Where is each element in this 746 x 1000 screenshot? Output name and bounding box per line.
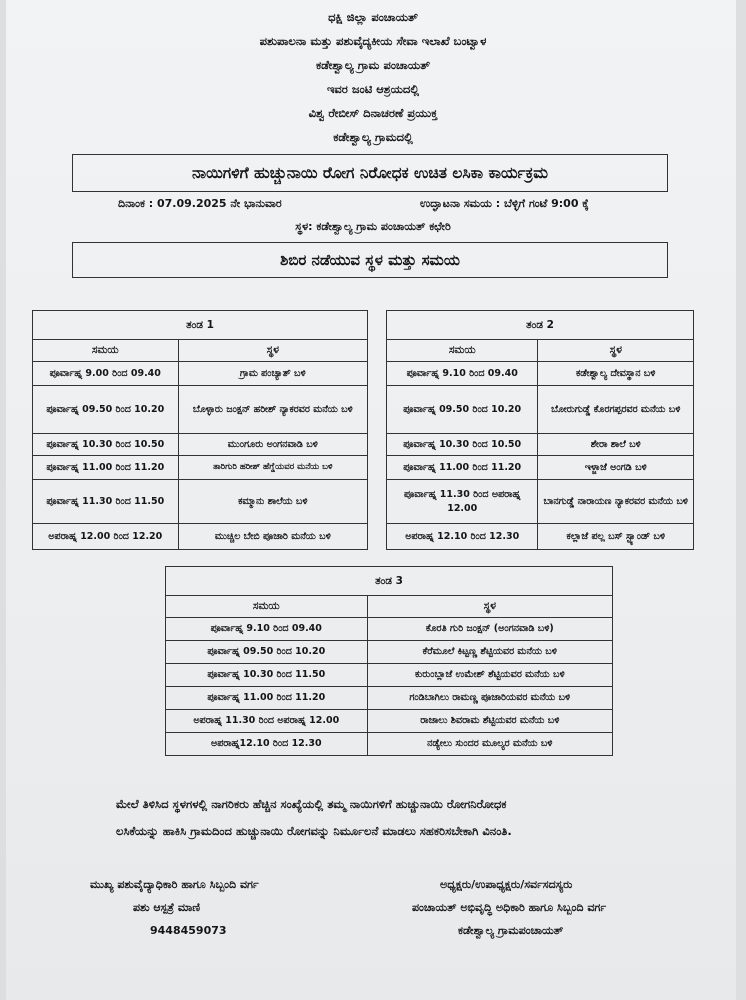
table-row (166, 733, 613, 756)
row-place: ತಾರಿಗುರಿ ಹರೀಶ್ ಹೆಗ್ಡೆಯವರ ಮನೆಯ ಬಳಿ (178, 456, 367, 480)
row-place: ಗಂಡಿಬಾಗಿಲು ರಾಮಣ್ಣ ಪೂಜಾರಿಯವರ ಮನೆಯ ಬಳಿ (367, 687, 612, 710)
team1-col-time: ಸಮಯ (33, 340, 179, 362)
header-panchayat: ಕಡೇಶ್ವಾಲ್ಯ ಗ್ರಾಮ ಪಂಚಾಯತ್ (316, 58, 430, 72)
row-time: ಪೂರ್ವಾಹ್ನ 11.30 ರಿಂದ ಅಪರಾಹ್ನ 12.00 (387, 480, 538, 524)
row-place: ಬೊಳ್ಳಾರು ಜಂಕ್ಷನ್ ಹರೀಶ್ ನ್ಯಾಕರವರ ಮನೆಯ ಬಳಿ (178, 386, 367, 434)
footer-left-phone: 9448459073 (150, 924, 227, 937)
row-place: ಕೆರೆಮೂಲೆ ಕಿಟ್ಟಣ್ಣ ಶೆಟ್ಟಿಯವರ ಮನೆಯ ಬಳಿ (367, 641, 612, 664)
footer-left-officer: ಮುಖ್ಯ ಪಶುವೈದ್ಯಾಧಿಕಾರಿ ಹಾಗೂ ಸಿಬ್ಬಂದಿ ವರ್ಗ (90, 878, 259, 891)
row-time: ಪೂರ್ವಾಹ್ನ 9.10 ರಿಂದ 09.40 (387, 362, 538, 386)
row-time: ಪೂರ್ವಾಹ್ನ 9.00 ರಿಂದ 09.40 (33, 362, 179, 386)
main-title-box (72, 154, 668, 192)
event-venue: ಸ್ಥಳ: ಕಡೇಶ್ವಾಲ್ಯ ಗ್ರಾಮ ಪಂಚಾಯತ್ ಕಛೇರಿ (295, 220, 451, 233)
table-row (33, 386, 368, 434)
table-row (33, 480, 368, 524)
row-place: ಮುಂಗೂರು ಅಂಗನವಾಡಿ ಬಳಿ (178, 434, 367, 456)
table-row (166, 710, 613, 733)
table-row (166, 641, 613, 664)
row-time: ಅಪರಾಹ್ನ 11.30 ರಿಂದ ಅಪರಾಹ್ನ 12.00 (166, 710, 368, 733)
team2-col-time: ಸಮಯ (387, 340, 538, 362)
event-date: ದಿನಾಂಕ : 07.09.2025 ನೇ ಭಾನುವಾರ (118, 197, 282, 210)
team3-col-place: ಸ್ಥಳ (367, 596, 612, 618)
row-place: ಕಮ್ಮಾನು ಶಾಲೆಯ ಬಳಿ (178, 480, 367, 524)
row-time: ಪೂರ್ವಾಹ್ನ 11.00 ರಿಂದ 11.20 (33, 456, 179, 480)
main-title: ನಾಯಿಗಳಿಗೆ ಹುಚ್ಚುನಾಯಿ ರೋಗ ನಿರೋಧಕ ಉಚಿತ ಲಸಿಕಾ ಕಾರ್ಯಕ್ರಮ (192, 164, 548, 182)
row-place: ಬಾನಗುಡ್ಡೆ ನಾರಾಯಣ ನ್ಯಾಕರವರ ಮನೆಯ ಬಳಿ (538, 480, 694, 524)
sub-title: ಶಿಬಿರ ನಡೆಯುವ ಸ್ಥಳ ಮತ್ತು ಸಮಯ (280, 251, 460, 269)
team1-col-place: ಸ್ಥಳ (178, 340, 367, 362)
table-row (33, 362, 368, 386)
row-time: ಪೂರ್ವಾಹ್ನ 10.30 ರಿಂದ 10.50 (387, 434, 538, 456)
table-row (387, 456, 694, 480)
table-row (387, 362, 694, 386)
table-row (387, 524, 694, 550)
row-time: ಪೂರ್ವಾಹ್ನ 10.30 ರಿಂದ 11.50 (166, 664, 368, 687)
row-time: ಪೂರ್ವಾಹ್ನ 09.50 ರಿಂದ 10.20 (33, 386, 179, 434)
row-time: ಪೂರ್ವಾಹ್ನ 09.50 ರಿಂದ 10.20 (166, 641, 368, 664)
row-time: ಅಪರಾಹ್ನ 12.00 ರಿಂದ 12.20 (33, 524, 179, 550)
inauguration-time: ಉದ್ಘಾಟನಾ ಸಮಯ : ಬೆಳ್ಳಿಗೆ ಗಂಟೆ 9:00 ಕ್ಕೆ (420, 197, 589, 210)
sub-title-box (72, 242, 668, 278)
team1-title: ತಂಡ 1 (33, 311, 368, 340)
footer-right-members: ಅಧ್ಯಕ್ಷರು/ಉಪಾಧ್ಯಕ್ಷರು/ಸರ್ವಸದಸ್ಯರು (440, 878, 573, 891)
row-time: ಪೂರ್ವಾಹ್ನ 11.30 ರಿಂದ 11.50 (33, 480, 179, 524)
row-place: ರಾಜಾಲು ಶಿವರಾಮ ಶೆಟ್ಟಿಯವರ ಮನೆಯ ಬಳಿ (367, 710, 612, 733)
row-place: ಕಡೇಶ್ವಾಲ್ಯ ದೇವಸ್ಥಾನ ಬಳಿ (538, 362, 694, 386)
row-place: ನಡ್ಯೇಲು ಸುಂದರ ಮೂಲ್ಯರ ಮನೆಯ ಬಳಿ (367, 733, 612, 756)
row-place: ಕೊರತಿ ಗುರಿ ಜಂಕ್ಷನ್ (ಅಂಗನವಾಡಿ ಬಳಿ) (367, 618, 612, 641)
appeal-line-2: ಲಸಿಕೆಯನ್ನು ಹಾಕಿಸಿ ಗ್ರಾಮದಿಂದ ಹುಚ್ಚುನಾಯಿ ರೋಗವನ್ನು ನಿರ್ಮೂಲನೆ ಮಾಡಲು ಸಹಕರಿಸಬೇಕಾಗಿ ವಿನಂತಿ. (116, 824, 512, 838)
table-row (33, 524, 368, 550)
table-row (33, 434, 368, 456)
team2-col-place: ಸ್ಥಳ (538, 340, 694, 362)
row-place: ಬೋರುಗುಡ್ಡೆ ಕೊರಗಪ್ಪರವರ ಮನೆಯ ಬಳಿ (538, 386, 694, 434)
row-time: ಅಪರಾಹ್ನ12.10 ರಿಂದ 12.30 (166, 733, 368, 756)
footer-right-panchayat: ಕಡೇಶ್ವಾಲ್ಯ ಗ್ರಾಮಪಂಚಾಯತ್ (458, 924, 564, 937)
row-place: ಶೇರಾ ಶಾಲೆ ಬಳಿ (538, 434, 694, 456)
row-place: ಕಲ್ಲಾಜೆ ಪಲ್ಲ ಬಸ್ ಸ್ಟ್ಯಾಂಡ್ ಬಳಿ (538, 524, 694, 550)
row-place: ಗ್ರಾಮ ಪಂಚ್ಯಾತ್ ಬಳಿ (178, 362, 367, 386)
row-place: ಇಳ್ಜಾಜೆ ಅಂಗಡಿ ಬಳಿ (538, 456, 694, 480)
footer-right-pdo: ಪಂಚಾಯತ್ ಅಭಿವೃದ್ಧಿ ಅಧಿಕಾರಿ ಹಾಗೂ ಸಿಬ್ಬಂದಿ ವರ್ಗ (412, 901, 607, 914)
row-place: ಮುಚ್ಚಿಲ ಬೇಬಿ ಪೂಜಾರಿ ಮನೆಯ ಬಳಿ (178, 524, 367, 550)
team2-title: ತಂಡ 2 (387, 311, 694, 340)
header-joint: ಇವರ ಜಂಟಿ ಆಶ್ರಯದಲ್ಲಿ (326, 82, 420, 96)
footer-left-hospital: ಪಶು ಆಸ್ಪತ್ರೆ ಮಾಣಿ (133, 901, 201, 914)
row-time: ಪೂರ್ವಾಹ್ನ 09.50 ರಿಂದ 10.20 (387, 386, 538, 434)
header-occasion: ವಿಶ್ವ ರೇಬೀಸ್ ದಿನಾಚರಣೆ ಪ್ರಯುಕ್ತ (308, 106, 438, 120)
header-village: ಕಡೇಶ್ವಾಲ್ಯ ಗ್ರಾಮದಲ್ಲಿ (333, 130, 413, 144)
team1-table (32, 310, 368, 550)
table-row (166, 687, 613, 710)
table-row (166, 618, 613, 641)
table-row (33, 456, 368, 480)
table-row (166, 664, 613, 687)
team3-title: ತಂಡ 3 (166, 567, 613, 596)
team3-table (165, 566, 613, 756)
team3-col-time: ಸಮಯ (166, 596, 368, 618)
table-row (387, 386, 694, 434)
header-department: ಪಶುಪಾಲನಾ ಮತ್ತು ಪಶುವೈದ್ಯಕೀಯ ಸೇವಾ ಇಲಾಖೆ ಬಂಟ್ವಾಳ (259, 34, 487, 48)
team2-table (386, 310, 694, 550)
row-time: ಅಪರಾಹ್ನ 12.10 ರಿಂದ 12.30 (387, 524, 538, 550)
table-row (387, 480, 694, 524)
row-time: ಪೂರ್ವಾಹ್ನ 11.00 ರಿಂದ 11.20 (387, 456, 538, 480)
appeal-line-1: ಮೇಲೆ ತಿಳಿಸಿದ ಸ್ಥಳಗಳಲ್ಲಿ ನಾಗರಿಕರು ಹೆಚ್ಚಿನ ಸಂಖ್ಯೆಯಲ್ಲಿ ತಮ್ಮ ನಾಯಿಗಳಿಗೆ ಹುಚ್ಚುನಾಯಿ ರೋಗನಿರೋಧಕ (116, 797, 507, 811)
row-time: ಪೂರ್ವಾಹ್ನ 9.10 ರಿಂದ 09.40 (166, 618, 368, 641)
row-time: ಪೂರ್ವಾಹ್ನ 10.30 ರಿಂದ 10.50 (33, 434, 179, 456)
row-time: ಪೂರ್ವಾಹ್ನ 11.00 ರಿಂದ 11.20 (166, 687, 368, 710)
row-place: ಕುರುಂಬ್ಲಾಜೆ ಉಮೇಶ್ ಶೆಟ್ಟಿಯವರ ಮನೆಯ ಬಳಿ (367, 664, 612, 687)
header-district: ಧಕ್ಷಿ ಜಿಲ್ಲಾ ಪಂಚಾಯತ್ (328, 10, 418, 24)
table-row (387, 434, 694, 456)
